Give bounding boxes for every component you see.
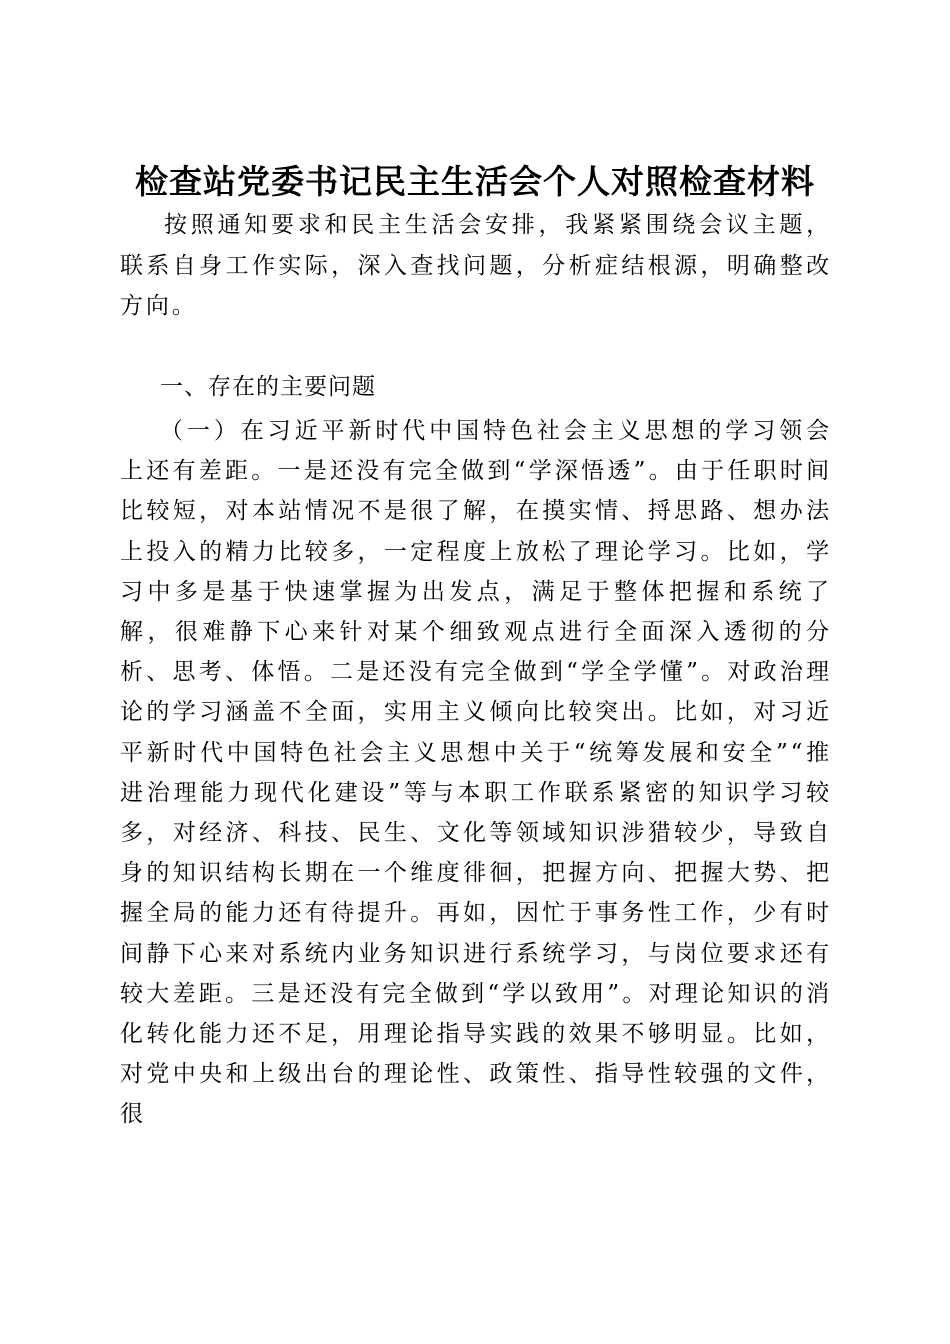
section-heading: 一、存在的主要问题 [160, 374, 376, 400]
body-paragraph: （一）在习近平新时代中国特色社会主义思想的学习领会上还有差距。一是还没有完全做到“学深悟透”。由于任职时间比较短，对本站情况不是很了解，在摸实情、捋思路、想办法上投入的精力比较多，一定程度上放松了理论学习。比如，学习中多是基于快速掌握为出发点，满足于整体把握和系统了解，很难静下心来针对某个细致观点进行全面深入透彻的分析、思考、体悟。二是还没有完全做到“学全学懂”。对政治理论的学习涵盖不全面，实用主义倾向比较突出。比如，对习近平新时代中国特色社会主义思想中关于“统筹发展和安全”“推进治理能力现代化建设”等与本职工作联系紧密的知识学习较多，对经济、科技、民生、文化等领域知识涉猎较少，导致自身的知识结构长期在一个维度徘徊，把握方向、把握大势、把握全局的能力还有待提升。再如，因忙于事务性工作，少有时间静下心来对系统内业务知识进行系统学习，与岗位要求还有较大差距。三是还没有完全做到“学以致用”。对理论知识的消化转化能力还不足，用理论指导实践的效果不够明显。比如，对党中央和上级出台的理论性、政策性、指导性较强的文件，很 [120, 418, 832, 1128]
intro-paragraph: 按照通知要求和民主生活会安排，我紧紧围绕会议主题，联系自身工作实际，深入查找问题，分析症结根源，明确整改方向。 [120, 212, 832, 320]
document-title: 检查站党委书记民主生活会个人对照检查材料 [135, 162, 815, 202]
